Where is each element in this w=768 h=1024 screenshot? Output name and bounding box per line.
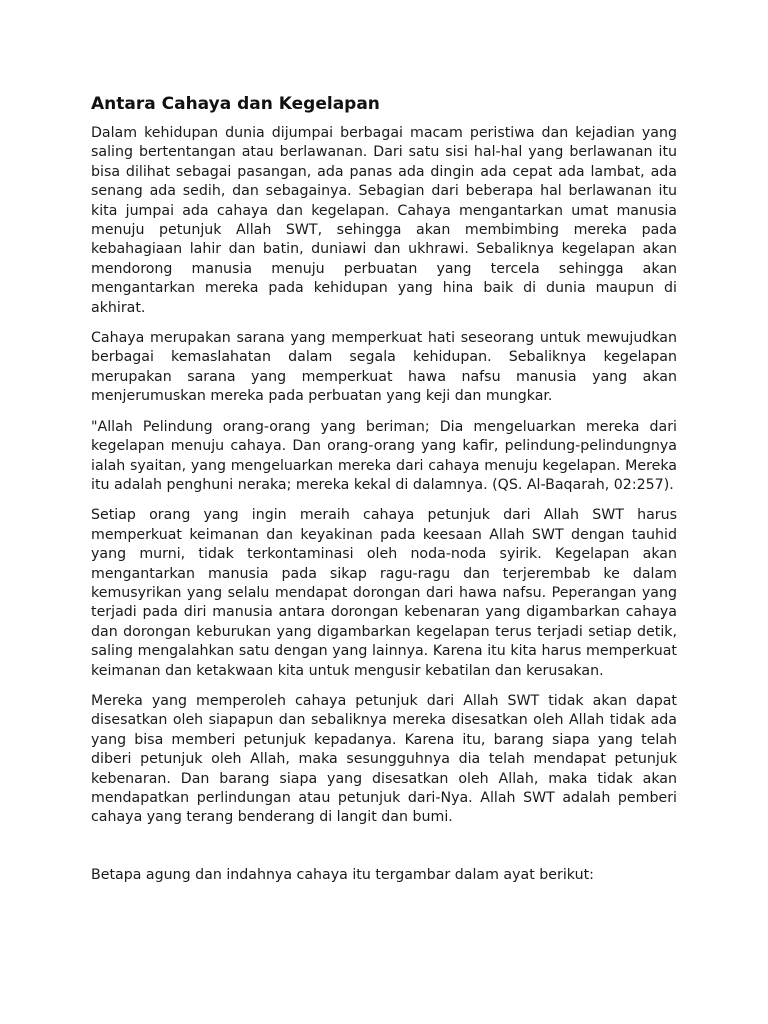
document-title: Antara Cahaya dan Kegelapan — [91, 94, 380, 114]
paragraph-cahaya: Cahaya merupakan sarana yang memperkuat hati seseorang untuk mewujudkan berbagai kemaslahatan dalam segala kehidupan. Sebaliknya kegelapan merupakan sarana yang memperkuat hawa nafsu manusia yang akan menjerumuskan mereka pada perbuatan yang keji dan mungkar. — [91, 330, 677, 405]
paragraph-closing: Betapa agung dan indahnya cahaya itu tergambar dalam ayat berikut: — [91, 866, 594, 883]
paragraph-petunjuk: Mereka yang memperoleh cahaya petunjuk dari Allah SWT tidak akan dapat disesatkan oleh siapapun dan sebaliknya mereka disesatkan oleh Allah tidak ada yang bisa memberi petunjuk kepadanya. Karena itu, barang siapa yang telah diberi petunjuk oleh Allah, maka sesungguhnya dia telah mendapat petunjuk kebenaran. Dan barang siapa yang disesatkan oleh Allah, maka tidak akan mendapatkan perlindungan atau petunjuk dari-Nya. Allah SWT adalah pemberi cahaya yang terang benderang di langit dan bumi. — [91, 692, 677, 826]
paragraph-intro: Dalam kehidupan dunia dijumpai berbagai macam peristiwa dan kejadian yang saling bertentangan atau berlawanan. Dari satu sisi hal-hal yang berlawanan itu bisa dilihat sebagai pasangan, ada panas ada dingin ada cepat ada lambat, ada senang ada sedih, dan sebagainya. Sebagian dari beberapa hal berlawanan itu kita jumpai ada cahaya dan kegelapan. Cahaya mengantarkan umat manusia menuju petunjuk Allah SWT, sehingga akan membimbing mereka pada kebahagiaan lahir dan batin, duniawi dan ukhrawi. Sebaliknya kegelapan akan mendorong manusia menuju perbuatan yang tercela sehingga akan mengantarkan mereka pada kehidupan yang hina baik di dunia maupun di akhirat. — [91, 125, 677, 316]
paragraph-quote: "Allah Pelindung orang-orang yang beriman; Dia mengeluarkan mereka dari kegelapan menuju cahaya. Dan orang-orang yang kafir, pelindung-pelindungnya ialah syaitan, yang mengeluarkan mereka dari cahaya menuju kegelapan. Mereka itu adalah penghuni neraka; mereka kekal di dalamnya. (QS. Al-Baqarah, 02:257). — [91, 418, 677, 493]
document-page — [91, 92, 677, 896]
paragraph-iman: Setiap orang yang ingin meraih cahaya petunjuk dari Allah SWT harus memperkuat keimanan dan keyakinan pada keesaan Allah SWT dengan tauhid yang murni, tidak terkontaminasi oleh noda-noda syirik. Kegelapan akan mengantarkan manusia pada sikap ragu-ragu dan terjerembab ke dalam kemusyrikan yang selalu mendapat dorongan dari hawa nafsu. Peperangan yang terjadi pada diri manusia antara dorongan kebenaran yang digambarkan cahaya dan dorongan keburukan yang digambarkan kegelapan terus terjadi setiap detik, saling mengalahkan satu dengan yang lainnya. Karena itu kita harus memperkuat keimanan dan ketakwaan kita untuk mengusir kebatilan dan kerusakan. — [91, 507, 677, 679]
